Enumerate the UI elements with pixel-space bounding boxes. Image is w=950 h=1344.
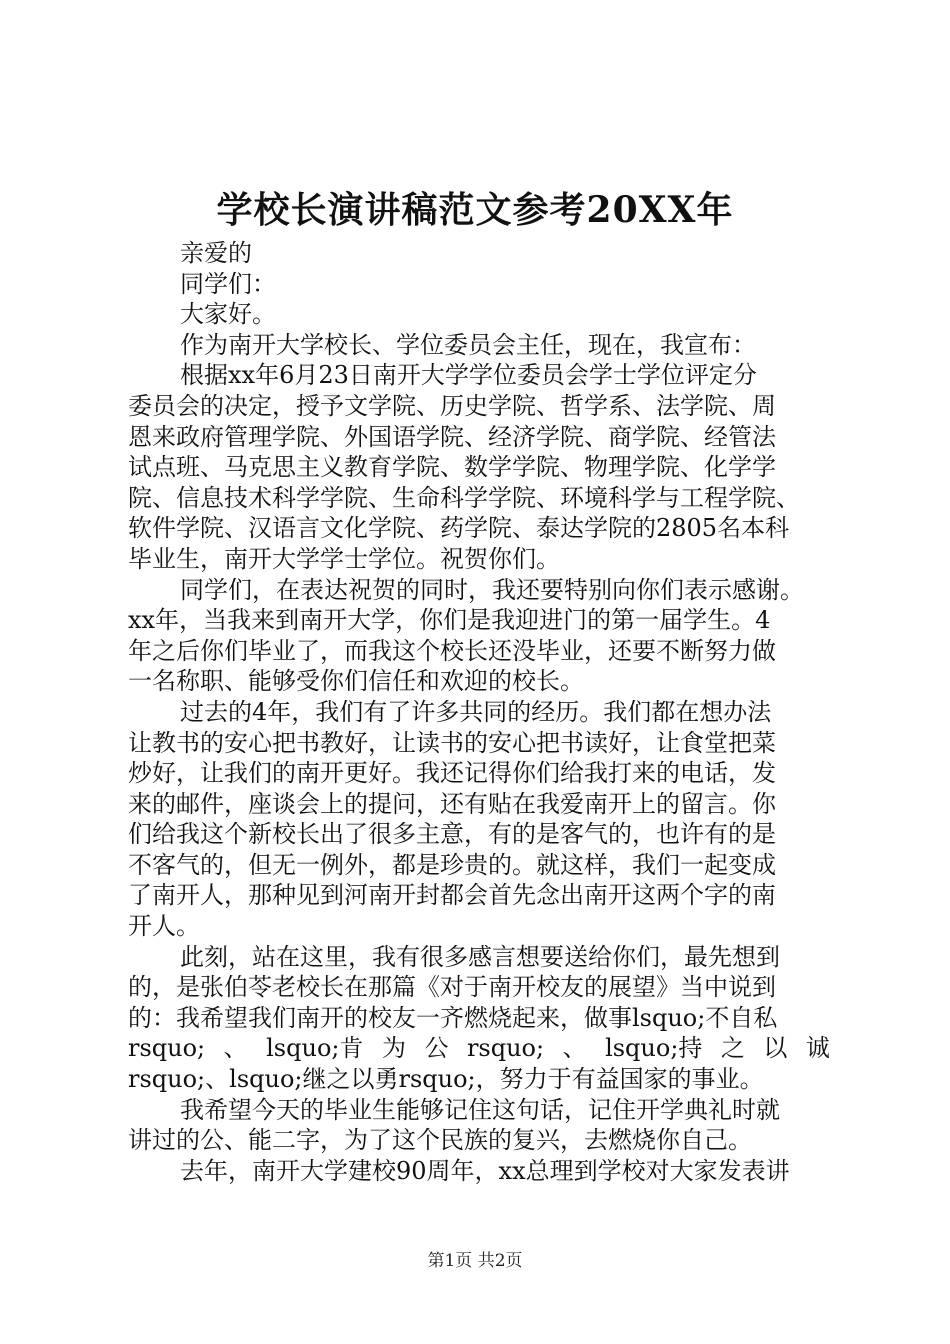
document-body — [128, 238, 830, 1186]
body-line: 试点班、马克思主义教育学院、数学学院、物理学院、化学学 — [128, 453, 776, 482]
body-line: 恩来政府管理学院、外国语学院、经济学院、商学院、经管法 — [128, 422, 776, 451]
body-line-justified — [128, 1033, 830, 1064]
justified-token: 公 — [424, 1034, 449, 1063]
body-line: 根据xx年6月23日南开大学学位委员会学士学位评定分 — [180, 361, 757, 390]
body-line: 我希望今天的毕业生能够记住这句话，记住开学典礼时就 — [180, 1095, 780, 1124]
body-line: 一名称职、能够受你们信任和欢迎的校长。 — [128, 667, 584, 696]
body-line: 不客气的，但无一例外，都是珍贵的。就这样，我们一起变成 — [128, 850, 776, 879]
justified-token: 为 — [381, 1034, 406, 1063]
body-line: 此刻，站在这里，我有很多感言想要送给你们，最先想到 — [180, 942, 780, 971]
body-line: 让教书的安心把书教好，让读书的安心把书读好，让食堂把菜 — [128, 728, 776, 757]
body-line: 炒好，让我们的南开更好。我还记得你们给我打来的电话，发 — [128, 759, 776, 788]
document-title: 学校长演讲稿范文参考20XX年 — [216, 189, 734, 231]
body-line: 过去的4年，我们有了许多共同的经历。我们都在想办法 — [180, 697, 772, 726]
body-line: 院、信息技术科学学院、生命科学学院、环境科学与工程学院、 — [128, 483, 800, 512]
body-line: 来的邮件，座谈会上的提问，还有贴在我爱南开上的留言。你 — [128, 789, 776, 818]
justified-token: rsquo; — [466, 1034, 545, 1063]
justified-token: 以 — [763, 1034, 788, 1063]
body-line: 讲过的公、能二字，为了这个民族的复兴，去燃烧你自己。 — [128, 1126, 752, 1155]
justified-token: 诚 — [805, 1034, 830, 1063]
body-line: 们给我这个新校长出了很多主意，有的是客气的，也许有的是 — [128, 820, 776, 849]
body-line: 亲爱的 — [180, 239, 252, 267]
body-line: 软件学院、汉语言文化学院、药学院、泰达学院的2805名本科 — [128, 514, 790, 543]
justified-token: 之 — [720, 1034, 745, 1063]
body-line: xx年，当我来到南开大学，你们是我迎进门的第一届学生。4 — [128, 606, 771, 635]
body-line: 同学们，在表达祝贺的同时，我还要特别向你们表示感谢。 — [180, 575, 804, 604]
body-line: 的：我希望我们南开的校友一齐燃烧起来，做事lsquo;不自私 — [128, 1003, 778, 1032]
body-line: 同学们： — [180, 269, 276, 298]
page-footer: 第1页 共2页 — [427, 1251, 523, 1271]
body-line: 委员会的决定，授予文学院、历史学院、哲学系、法学院、周 — [128, 391, 776, 420]
body-line: 大家好。 — [180, 300, 276, 329]
body-line: 毕业生，南开大学学士学位。祝贺你们。 — [128, 544, 560, 573]
body-line: 作为南开大学校长、学位委员会主任，现在，我宣布： — [180, 330, 756, 359]
justified-token: lsquo;持 — [605, 1034, 703, 1063]
justified-token: lsquo;肯 — [266, 1034, 364, 1063]
justified-token: 、 — [562, 1034, 587, 1063]
body-line: rsquo;、lsquo;继之以勇rsquo;，努力于有益国家的事业。 — [128, 1065, 764, 1094]
justified-token: 、 — [223, 1034, 248, 1063]
body-line: 去年，南开大学建校90周年，xx总理到学校对大家发表讲 — [180, 1156, 790, 1185]
body-line: 的，是张伯苓老校长在那篇《对于南开校友的展望》当中说到 — [128, 973, 776, 1002]
body-line: 开人。 — [128, 912, 200, 941]
body-line: 了南开人，那种见到河南开封都会首先念出南开这两个字的南 — [128, 881, 776, 910]
justified-token: rsquo; — [128, 1034, 206, 1063]
body-line: 年之后你们毕业了，而我这个校长还没毕业，还要不断努力做 — [128, 636, 776, 665]
